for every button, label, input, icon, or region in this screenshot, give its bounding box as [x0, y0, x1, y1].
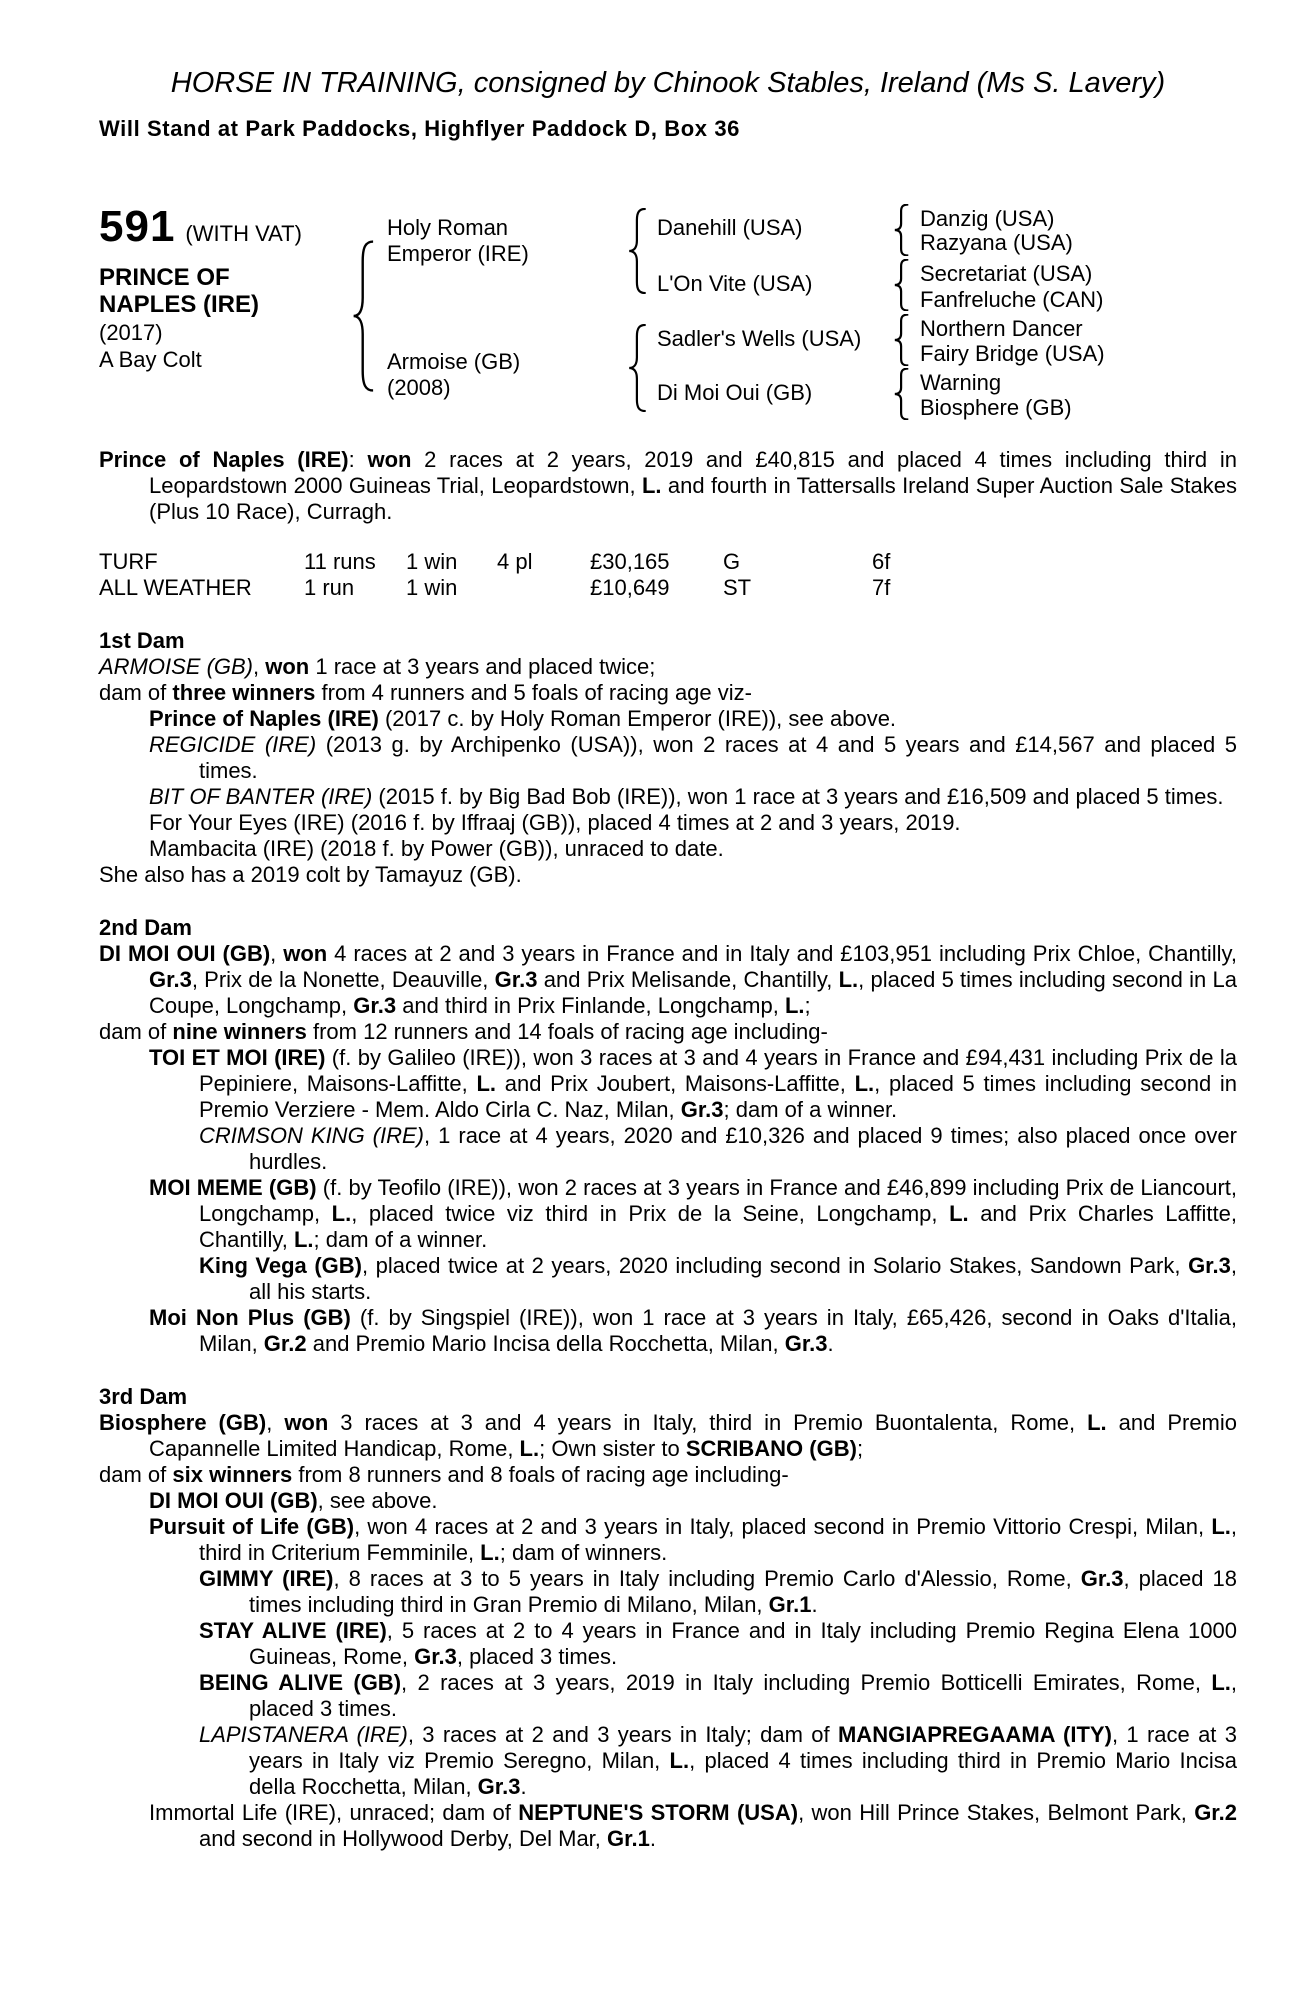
pedigree-gp-3: Di Moi Oui (GB) — [657, 380, 813, 405]
pedigree-ggp-5: Fairy Bridge (USA) — [920, 341, 1105, 366]
pedigree-brace-icon — [893, 314, 911, 366]
surface-label: TURF — [99, 549, 158, 574]
pedigree-brace-icon — [627, 324, 649, 412]
pedigree-brace-icon — [893, 368, 911, 420]
consignment-header: HORSE IN TRAINING, consigned by Chinook Stables, Ireland (Ms S. Lavery) — [170, 67, 1166, 99]
progeny-entry: CRIMSON KING (IRE), 1 race at 4 years, 2020 and £10,326 and placed 9 times; also placed once over hurdles. — [199, 1123, 1237, 1174]
progeny-entry: BIT OF BANTER (IRE) (2015 f. by Big Bad Bob (IRE)), won 1 race at 3 years and £16,509 and placed 5 times. — [149, 784, 1224, 809]
earnings-value: £30,165 — [590, 549, 670, 574]
horse-foaled-year: (2017) — [99, 320, 163, 345]
horse-name-line1: PRINCE OF — [99, 264, 230, 291]
stand-location: Will Stand at Park Paddocks, Highflyer Paddock D, Box 36 — [99, 116, 741, 141]
pedigree-sire-line2: Emperor (IRE) — [387, 241, 529, 266]
going-value: G — [723, 549, 741, 574]
pedigree-gp-1: L'On Vite (USA) — [657, 271, 813, 296]
pedigree-ggp-4: Northern Dancer — [920, 316, 1083, 341]
pedigree-paragraph: dam of three winners from 4 runners and 5 foals of racing age viz- — [99, 680, 752, 705]
pedigree-sire-line1: Holy Roman — [387, 215, 509, 240]
pedigree-dam-line1: Armoise (GB) — [387, 349, 521, 374]
runs-value: 1 run — [304, 575, 355, 600]
places-value: 4 pl — [497, 549, 533, 574]
pedigree-ggp-1: Razyana (USA) — [920, 230, 1073, 255]
lot-header — [99, 204, 302, 250]
progeny-entry: REGICIDE (IRE) (2013 g. by Archipenko (USA)), won 2 races at 4 and 5 years and £14,567 and placed 5 times. — [149, 732, 1237, 783]
runs-value: 11 runs — [304, 549, 376, 574]
race-record-table — [99, 549, 1237, 601]
dam-section-2 — [99, 915, 1237, 1357]
pedigree-gp-0: Danehill (USA) — [657, 215, 803, 240]
vat-note: (WITH VAT) — [185, 221, 302, 246]
pedigree-brace-icon — [893, 204, 911, 256]
section-title: 2nd Dam — [99, 915, 192, 940]
progeny-entry: BEING ALIVE (GB), 2 races at 3 years, 2019 in Italy including Premio Botticelli Emirates, Rome, L., placed 3 times. — [199, 1670, 1237, 1721]
progeny-entry: Mambacita (IRE) (2018 f. by Power (GB)), unraced to date. — [149, 836, 724, 861]
pedigree-brace-icon — [351, 240, 377, 392]
progeny-entry: King Vega (GB), placed twice at 2 years, 2020 including second in Solario Stakes, Sandown Park, Gr.3, all his starts. — [199, 1253, 1237, 1304]
pedigree-table — [99, 196, 1237, 426]
pedigree-paragraph: She also has a 2019 colt by Tamayuz (GB). — [99, 862, 522, 887]
progeny-entry: For Your Eyes (IRE) (2016 f. by Iffraaj (GB)), placed 4 times at 2 and 3 years, 2019. — [149, 810, 961, 835]
pedigree-paragraph: Biosphere (GB), won 3 races at 3 and 4 years in Italy, third in Premio Buontalenta, Rome, L. and Premio Capannelle Limited Handicap, Rome, L.; Own sister to SCRIBANO (GB); — [99, 1410, 1238, 1461]
progeny-entry: LAPISTANERA (IRE), 3 races at 2 and 3 years in Italy; dam of MANGIAPREGAAMA (ITY), 1 race at 3 years in Italy viz Premio Seregno, Milan, L., placed 4 times including third in Premio Mario Incisa della Rocchetta, Milan, Gr.3. — [199, 1722, 1237, 1799]
lot-number: 591 — [99, 202, 176, 251]
section-title: 1st Dam — [99, 628, 185, 653]
pedigree-ggp-0: Danzig (USA) — [920, 206, 1055, 231]
distance-value: 6f — [872, 549, 891, 574]
earnings-value: £10,649 — [590, 575, 670, 600]
progeny-entry: TOI ET MOI (IRE) (f. by Galileo (IRE)), won 3 races at 3 and 4 years in France and £94,431 including Prix de la Pepiniere, Maisons-Laffitte, L. and Prix Joubert, Maisons-Laffitte, L., placed 5 times including second in Premio Verziere - Mem. Aldo Cirla C. Naz, Milan, Gr.3; dam of a winner. — [149, 1045, 1238, 1122]
section-title: 3rd Dam — [99, 1384, 188, 1409]
progeny-entry: Prince of Naples (IRE) (2017 c. by Holy Roman Emperor (IRE)), see above. — [149, 706, 897, 731]
pedigree-ggp-3: Fanfreluche (CAN) — [920, 287, 1104, 312]
dam-section-3 — [99, 1384, 1237, 1852]
going-value: ST — [723, 575, 752, 600]
progeny-entry: Pursuit of Life (GB), won 4 races at 2 and 3 years in Italy, placed second in Premio Vittorio Crespi, Milan, L., third in Criterium Femminile, L.; dam of winners. — [149, 1514, 1237, 1565]
progeny-entry: DI MOI OUI (GB), see above. — [149, 1488, 438, 1513]
pedigree-brace-icon — [627, 208, 649, 294]
pedigree-paragraph: dam of nine winners from 12 runners and 14 foals of racing age including- — [99, 1019, 828, 1044]
horse-description: A Bay Colt — [99, 347, 202, 372]
pedigree-ggp-7: Biosphere (GB) — [920, 395, 1072, 420]
progeny-entry: Moi Non Plus (GB) (f. by Singspiel (IRE)), won 1 race at 3 years in Italy, £65,426, second in Oaks d'Italia, Milan, Gr.2 and Premio Mario Incisa della Rocchetta, Milan, Gr.3. — [149, 1305, 1238, 1356]
pedigree-paragraph: dam of six winners from 8 runners and 8 foals of racing age including- — [99, 1462, 789, 1487]
distance-value: 7f — [872, 575, 891, 600]
pedigree-paragraph: ARMOISE (GB), won 1 race at 3 years and placed twice; — [99, 654, 656, 679]
pedigree-paragraph: DI MOI OUI (GB), won 4 races at 2 and 3 years in France and in Italy and £103,951 including Prix Chloe, Chantilly, Gr.3, Prix de la Nonette, Deauville, Gr.3 and Prix Melisande, Chantilly, L., placed 5 times including second in La Coupe, Longchamp, Gr.3 and third in Prix Finlande, Longchamp, L.; — [99, 941, 1237, 1018]
surface-label: ALL WEATHER — [99, 575, 252, 600]
wins-value: 1 win — [406, 575, 458, 600]
wins-value: 1 win — [406, 549, 458, 574]
pedigree-gp-2: Sadler's Wells (USA) — [657, 326, 862, 351]
race-record-row-aw — [99, 575, 1237, 601]
progeny-entry: GIMMY (IRE), 8 races at 3 to 5 years in Italy including Premio Carlo d'Alessio, Rome, Gr.3, placed 18 times including third in Gran Premio di Milano, Milan, Gr.1. — [199, 1566, 1237, 1617]
progeny-entry: STAY ALIVE (IRE), 5 races at 2 to 4 years in France and in Italy including Premio Regina Elena 1000 Guineas, Rome, Gr.3, placed 3 times. — [199, 1618, 1237, 1669]
pedigree-brace-icon — [893, 259, 911, 311]
progeny-entry: MOI MEME (GB) (f. by Teofilo (IRE)), won 2 races at 3 years in France and £46,899 including Prix de Liancourt, Longchamp, L., placed twice viz third in Prix de la Seine, Longchamp, L. and Prix Charles Laffitte, Chantilly, L.; dam of a winner. — [149, 1175, 1237, 1252]
pedigree-dam-line2: (2008) — [387, 375, 451, 400]
race-record-row-turf — [99, 549, 1237, 575]
pedigree-ggp-2: Secretariat (USA) — [920, 261, 1093, 286]
pedigree-ggp-6: Warning — [920, 370, 1002, 395]
horse-name-line2: NAPLES (IRE) — [99, 291, 260, 318]
race-record-summary: Prince of Naples (IRE): won 2 races at 2 years, 2019 and £40,815 and placed 4 times including third in Leopardstown 2000 Guineas Trial, Leopardstown, L. and fourth in Tattersalls Ireland Super Auction Sale Stakes (Plus 10 Race), Curragh. — [99, 447, 1237, 524]
dam-section-1 — [99, 628, 1237, 888]
places-value — [497, 575, 590, 601]
progeny-entry: Immortal Life (IRE), unraced; dam of NEPTUNE'S STORM (USA), won Hill Prince Stakes, Belmont Park, Gr.2 and second in Hollywood Derby, Del Mar, Gr.1. — [149, 1800, 1237, 1851]
